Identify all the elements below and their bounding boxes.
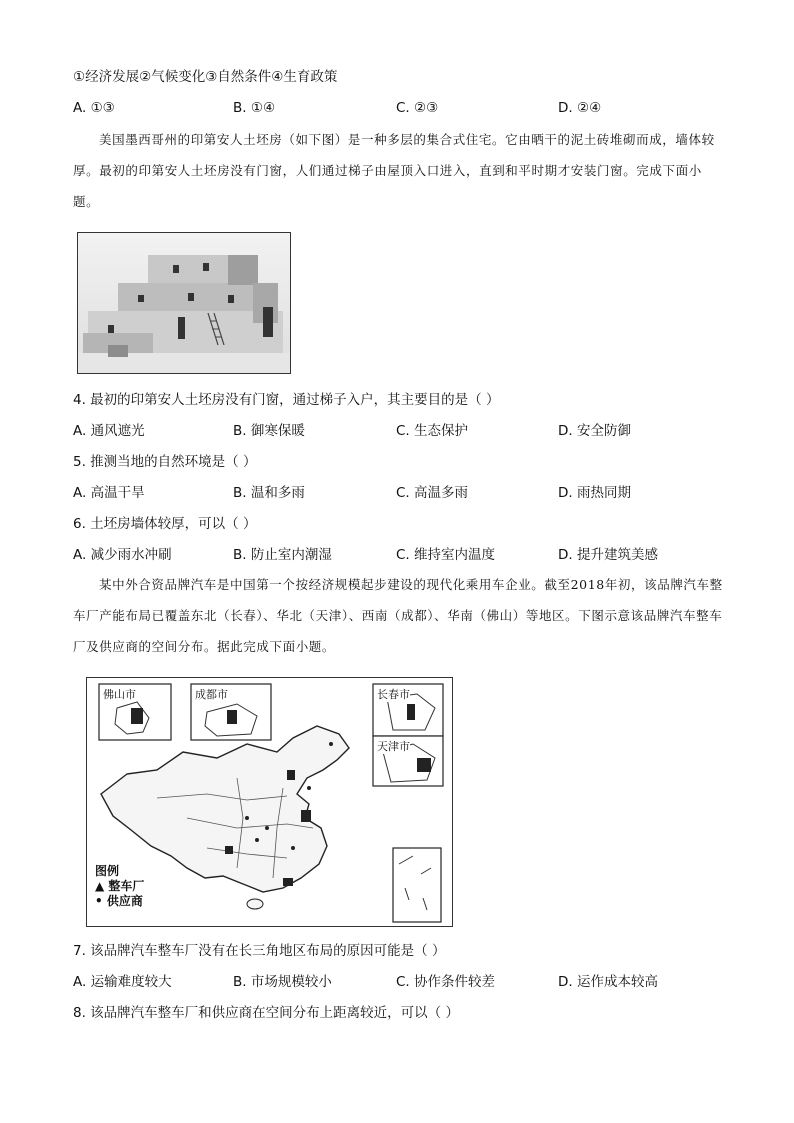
q6-stem: 6. 土坯房墙体较厚，可以（ ）	[73, 516, 257, 532]
legend-title: 图例	[95, 864, 120, 878]
q5-option-a: A. 高温干旱	[73, 485, 145, 501]
q5-option-c: C. 高温多雨	[396, 485, 469, 501]
q4-option-d: D. 安全防御	[558, 423, 631, 439]
inset-label-foshan: 佛山市	[103, 688, 136, 701]
adobe-house-photo	[77, 232, 291, 374]
passage-adobe: 美国墨西哥州的印第安人土坯房（如下图）是一种多层的集合式住宅。它由晒干的泥土砖堆砌而成，墙体较厚。最初的印第安人土坯房没有门窗，人们通过梯子由屋顶入口进入，直到和平时期才安装门窗。完成下面小题。	[73, 132, 715, 209]
q7-stem: 7. 该品牌汽车整车厂没有在长三角地区布局的原因可能是（ ）	[73, 943, 446, 959]
q7-option-c: C. 协作条件较差	[396, 974, 496, 990]
inset-label-changchun: 长春市	[377, 688, 410, 701]
inset-label-chengdu: 成都市	[195, 688, 228, 701]
q3-option-d: D. ②④	[558, 100, 602, 116]
q3-option-b: B. ①④	[233, 100, 276, 116]
q3-option-a: A. ①③	[73, 100, 115, 116]
inset-label-tianjin: 天津市	[377, 740, 410, 753]
passage-car-factory: 某中外合资品牌汽车是中国第一个按经济规模起步建设的现代化乘用车企业。截至2018年初，该品牌汽车整车厂产能布局已覆盖东北（长春）、华北（天津）、西南（成都）、华南（佛山）等地区。下图示意该品牌汽车整车厂及供应商的空间分布。据此完成下面小题。	[73, 577, 723, 654]
q7-option-d: D. 运作成本较高	[558, 974, 658, 990]
legend-item-supplier: • 供应商	[95, 894, 143, 908]
q7-option-b: B. 市场规模较小	[233, 974, 332, 990]
q5-stem: 5. 推测当地的自然环境是（ ）	[73, 454, 257, 470]
q5-option-d: D. 雨热同期	[558, 485, 631, 501]
map-legend	[95, 864, 144, 909]
q4-option-c: C. 生态保护	[396, 423, 469, 439]
q6-option-a: A. 减少雨水冲刷	[73, 547, 172, 563]
q4-stem: 4. 最初的印第安人土坯房没有门窗，通过梯子入户，其主要目的是（ ）	[73, 392, 500, 408]
q4-option-b: B. 御寒保暖	[233, 423, 305, 439]
q6-option-b: B. 防止室内潮湿	[233, 547, 332, 563]
q3-option-c: C. ②③	[396, 100, 439, 116]
q4-option-a: A. 通风遮光	[73, 423, 145, 439]
q7-option-a: A. 运输难度较大	[73, 974, 172, 990]
q3-stem: ①经济发展②气候变化③自然条件④生育政策	[73, 69, 338, 85]
q6-option-d: D. 提升建筑美感	[558, 547, 658, 563]
china-factory-map	[86, 677, 453, 927]
q6-option-c: C. 维持室内温度	[396, 547, 496, 563]
q5-option-b: B. 温和多雨	[233, 485, 305, 501]
q8-stem: 8. 该品牌汽车整车厂和供应商在空间分布上距离较近，可以（ ）	[73, 1005, 459, 1021]
legend-item-factory: ▲ 整车厂	[95, 879, 145, 893]
